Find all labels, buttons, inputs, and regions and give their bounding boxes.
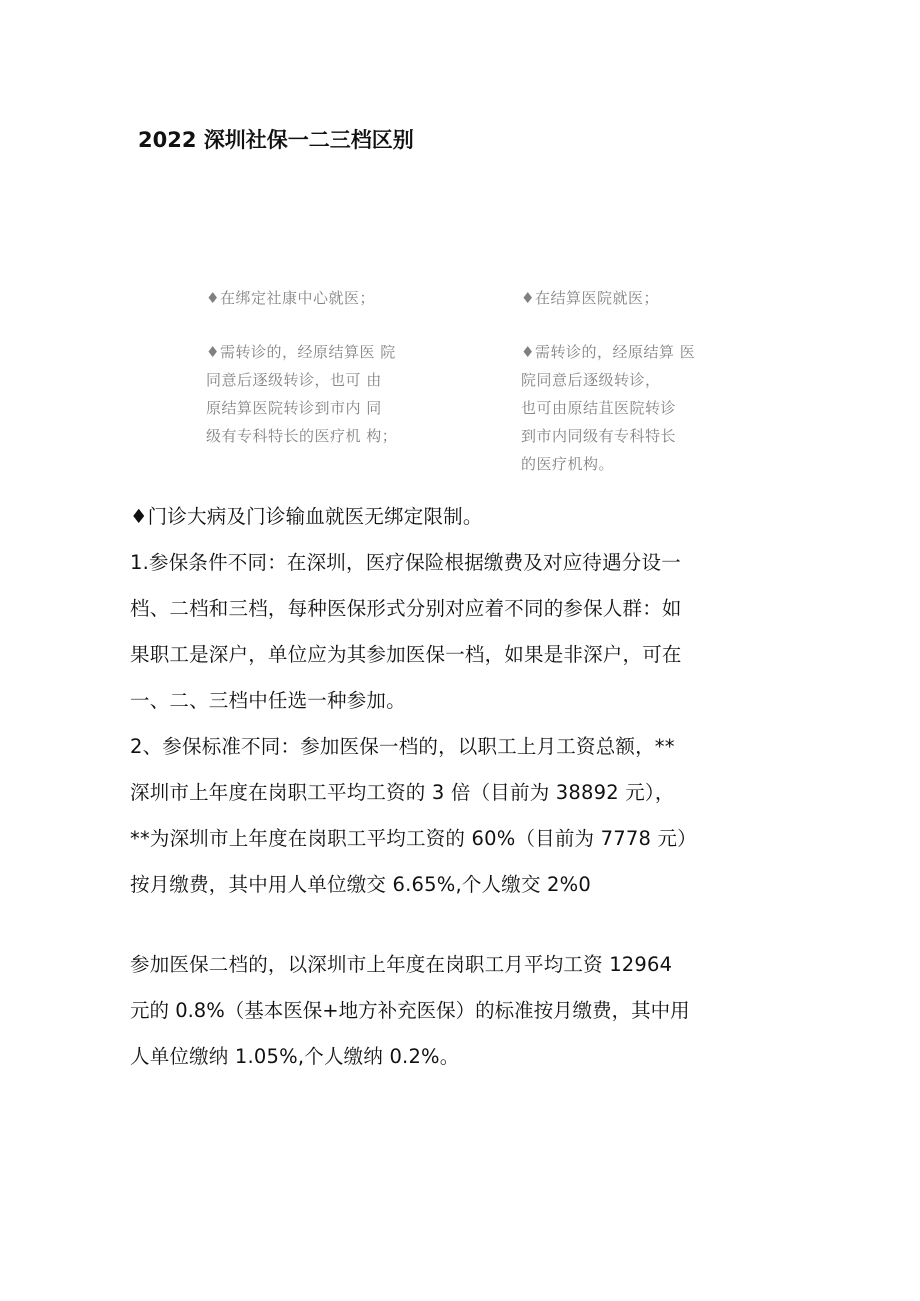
right-bullet-2: ♦需转诊的，经原结算 医: [521, 343, 696, 361]
body-line: 人单位缴纳 1.05%,个人缴纳 0.2%。: [130, 1045, 460, 1068]
body-line: ♦门诊大病及门诊输血就医无绑定限制。: [130, 505, 483, 528]
body-text: [130, 494, 790, 1080]
left-line: 级有专科特长的医疗机 构；: [206, 427, 398, 445]
paragraph-gap: [130, 908, 790, 942]
page-title: 2022 深圳社保一二三档区别: [138, 128, 414, 152]
body-line: 参加医保二档的，以深圳市上年度在岗职工月平均工资 12964: [130, 953, 673, 976]
left-line: 原结算医院转诊到市内 同: [206, 399, 382, 417]
body-line: 果职工是深户，单位应为其参加医保一档，如果是非深户，可在: [130, 643, 682, 666]
right-line: 院同意后逐级转诊，: [521, 371, 661, 389]
right-line: 到市内同级有专科特长: [521, 427, 677, 445]
right-line: 也可由原结苴医院转诊: [521, 399, 677, 417]
left-line: 同意后逐级转诊，也可 由: [206, 371, 382, 389]
left-bullet-1: ♦在绑定社康中心就医；: [206, 289, 375, 307]
body-line: 2、参保标准不同：参加医保一档的，以职工上月工资总额，**: [130, 735, 675, 758]
spacer: [206, 312, 421, 338]
right-line: 的医疗机构。: [521, 455, 615, 473]
right-column: [521, 284, 711, 478]
body-line: 深圳市上年度在岗职工平均工资的 3 倍（目前为 38892 元），: [130, 781, 675, 804]
body-line: 一、二、三档中任选一种参加。: [130, 689, 406, 712]
body-line: 1.参保条件不同：在深圳，医疗保险根据缴费及对应待遇分设一: [130, 551, 681, 574]
spacer: [521, 312, 711, 338]
body-line: 元的 0.8%（基本医保+地方补充医保）的标准按月缴费，其中用: [130, 999, 690, 1022]
left-column: [206, 284, 421, 450]
body-line: 档、二档和三档，每种医保形式分别对应着不同的参保人群：如: [130, 597, 682, 620]
right-bullet-1: ♦在结算医院就医；: [521, 289, 659, 307]
body-line: **为深圳市上年度在岗职工平均工资的 60%（目前为 7778 元）: [130, 827, 697, 850]
body-line: 按月缴费，其中用人单位缴交 6.65%,个人缴交 2%0: [130, 873, 591, 896]
left-bullet-2: ♦需转诊的，经原结算医 院: [206, 343, 396, 361]
